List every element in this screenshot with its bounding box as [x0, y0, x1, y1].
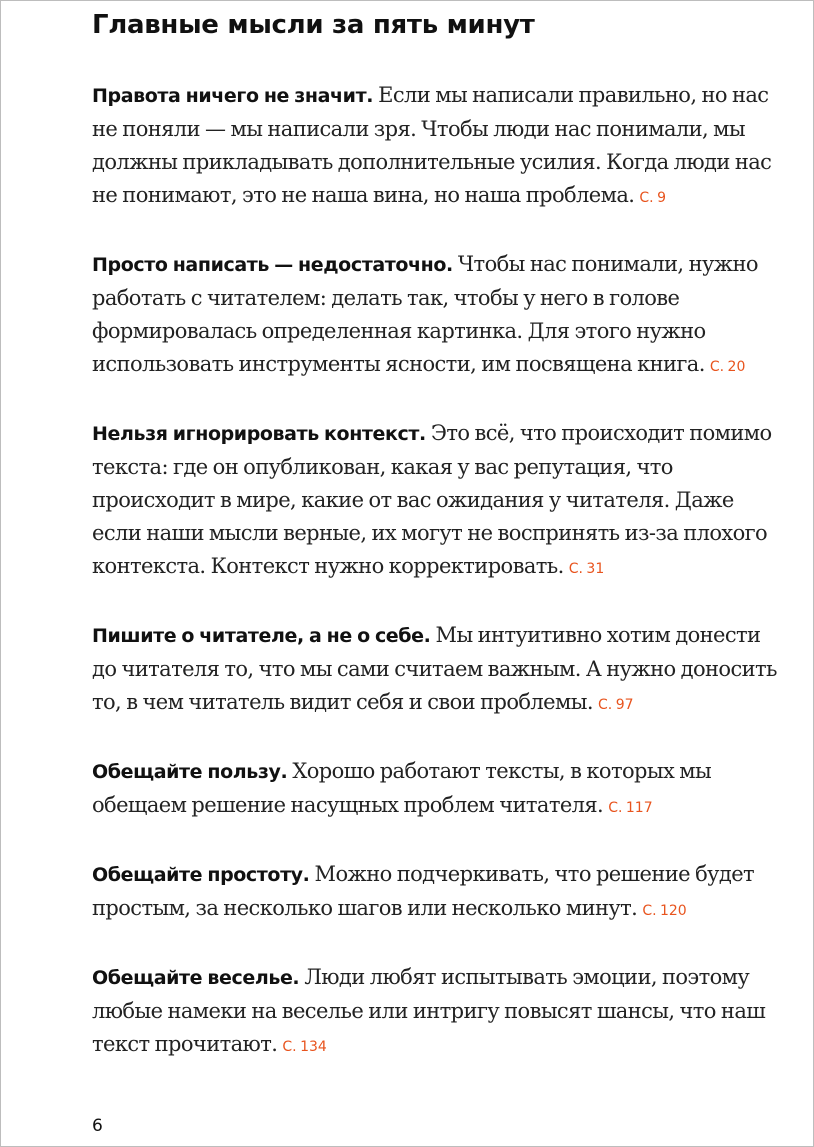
- page-reference: С. 97: [598, 697, 634, 713]
- page-title: Главные мысли за пять минут: [92, 10, 535, 40]
- summary-item-reader: [92, 619, 782, 722]
- summary-item-context: [92, 417, 782, 586]
- summary-item-correctness: [92, 79, 782, 215]
- page-reference: С. 31: [568, 561, 605, 577]
- summary-item-fun: [92, 961, 782, 1064]
- summary-item-not-enough: [92, 248, 782, 384]
- summary-item-text: Хорошо работают тексты, в которых мы обещаем решение насущных проблем читателя.: [92, 759, 712, 817]
- page-content: [92, 7, 782, 1064]
- summary-item-heading: Обещайте пользу.: [92, 761, 288, 783]
- summary-item-text: Люди любят испытывать эмоции, поэтому любые намеки на веселье или интригу повысят шансы, что наш текст прочитают.: [92, 965, 766, 1056]
- summary-item-text: Чтобы нас понимали, нужно работать с читателем: делать так, чтобы у него в голове формировалась определенная картинка. Для этого нужно использовать инструменты ясности, им посвящена книга.: [92, 252, 758, 376]
- page-reference: С. 120: [642, 903, 687, 919]
- summary-item-heading: Обещайте веселье.: [92, 967, 300, 989]
- summary-item-heading: Пишите о читателе, а не о себе.: [92, 625, 431, 647]
- page-reference: С. 9: [639, 190, 666, 206]
- summary-item-heading: Нельзя игнорировать контекст.: [92, 423, 426, 445]
- summary-item-text: Если мы написали правильно, но нас не поняли — мы написали зря. Чтобы люди нас понимали, мы должны прикладывать дополнительные усилия. Когда люди нас не понимают, это не наша вина, но наша проблема.: [92, 83, 772, 207]
- page-number: 6: [92, 1116, 103, 1136]
- summary-item-heading: Просто написать — недостаточно.: [92, 254, 453, 276]
- page-reference: С. 20: [709, 359, 746, 375]
- summary-item-heading: Правота ничего не значит.: [92, 85, 374, 107]
- summary-item-text: Можно подчеркивать, что решение будет простым, за несколько шагов или несколько минут.: [92, 862, 755, 920]
- summary-item-benefit: [92, 755, 782, 825]
- summary-item-text: Это всё, что происходит помимо текста: где он опубликован, какая у вас репутация, что происходит в мире, какие от вас ожидания у читателя. Даже если наши мысли верные, их могут не воспринять из-за плохого контекста. Контекст нужно корректировать.: [92, 421, 772, 578]
- page-reference: С. 134: [282, 1039, 327, 1055]
- summary-item-simplicity: [92, 858, 782, 928]
- summary-item-text: Мы интуитивно хотим донести до читателя то, что мы сами считаем важным. А нужно доносить то, в чем читатель видит себя и свои проблемы.: [92, 623, 777, 714]
- page-reference: С. 117: [608, 800, 653, 816]
- summary-item-heading: Обещайте простоту.: [92, 864, 310, 886]
